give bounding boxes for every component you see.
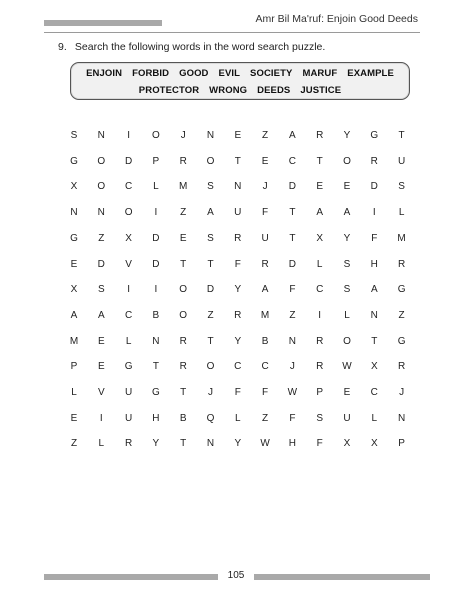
grid-letter[interactable]: Z — [398, 309, 405, 321]
grid-letter[interactable]: L — [316, 258, 323, 270]
grid-letter[interactable]: C — [234, 361, 242, 373]
grid-letter[interactable]: G — [152, 387, 160, 398]
grid-letter[interactable]: E — [261, 155, 269, 167]
grid-letter[interactable]: Y — [234, 438, 242, 450]
grid-letter[interactable]: G — [397, 284, 406, 296]
grid-letter[interactable]: O — [124, 207, 133, 219]
word-item: MARUF — [302, 68, 338, 79]
grid-letter[interactable]: O — [97, 181, 106, 193]
grid-letter[interactable]: U — [124, 412, 133, 424]
grid-letter[interactable]: T — [180, 387, 187, 398]
grid-letter[interactable]: T — [371, 335, 378, 347]
grid-letter[interactable]: F — [234, 258, 241, 270]
grid-letter[interactable]: S — [343, 258, 351, 270]
grid-letter[interactable]: Z — [180, 207, 187, 219]
grid-letter[interactable]: I — [99, 412, 103, 424]
grid-letter[interactable]: R — [397, 361, 406, 373]
grid-letter[interactable]: D — [152, 258, 160, 270]
grid-letter[interactable]: M — [179, 181, 188, 193]
grid-letter[interactable]: S — [70, 130, 78, 141]
grid-letter[interactable]: Z — [289, 309, 296, 321]
grid-letter[interactable]: V — [125, 258, 132, 270]
grid-letter[interactable]: A — [207, 207, 214, 219]
page-footer — [0, 570, 464, 584]
word-item: DEEDS — [257, 85, 291, 96]
word-item: GOOD — [179, 68, 209, 79]
grid-letter[interactable]: I — [154, 207, 158, 219]
grid-letter[interactable]: E — [70, 412, 78, 424]
grid-letter[interactable]: I — [372, 207, 376, 219]
grid-letter[interactable]: L — [98, 438, 105, 450]
word-item: WRONG — [209, 85, 248, 96]
word-item: SOCIETY — [250, 68, 293, 79]
grid-letter[interactable]: T — [207, 335, 214, 347]
grid-letter[interactable]: A — [70, 309, 78, 321]
grid-letter[interactable]: X — [125, 232, 132, 244]
grid-letter[interactable]: E — [70, 258, 78, 270]
grid-letter[interactable]: S — [316, 412, 324, 424]
grid-letter[interactable]: M — [260, 309, 270, 321]
grid-letter[interactable]: R — [179, 361, 187, 373]
grid-letter[interactable]: R — [234, 309, 242, 321]
grid-letter[interactable]: A — [343, 207, 351, 219]
grid-letter[interactable]: Z — [70, 438, 78, 450]
grid-letter[interactable]: H — [288, 438, 296, 450]
grid-letter[interactable]: S — [97, 284, 105, 296]
grid-letter[interactable]: N — [206, 438, 215, 450]
grid-letter[interactable]: M — [69, 335, 79, 347]
grid-letter[interactable]: E — [316, 181, 324, 193]
grid-letter[interactable]: J — [289, 361, 295, 373]
grid-letter[interactable]: G — [70, 232, 78, 244]
word-list-box — [70, 62, 410, 100]
grid-letter[interactable]: U — [124, 387, 133, 398]
grid-letter[interactable]: E — [234, 130, 242, 141]
grid-letter[interactable]: O — [97, 155, 106, 167]
grid-letter[interactable]: B — [179, 412, 187, 424]
header-rule — [44, 32, 420, 33]
grid-letter[interactable]: R — [316, 361, 324, 373]
grid-letter[interactable]: Z — [262, 130, 269, 141]
grid-letter[interactable]: E — [179, 232, 187, 244]
grid-letter[interactable]: J — [399, 387, 405, 398]
grid-letter[interactable]: R — [316, 130, 324, 141]
grid-letter[interactable]: X — [370, 438, 378, 450]
grid-letter[interactable]: R — [234, 232, 242, 244]
word-item: PROTECTOR — [138, 85, 200, 96]
word-item: EVIL — [218, 68, 241, 79]
grid-letter[interactable]: H — [152, 412, 160, 424]
grid-letter[interactable]: E — [343, 181, 351, 193]
grid-letter[interactable]: H — [370, 258, 378, 270]
grid-letter[interactable]: G — [370, 130, 379, 141]
grid-letter[interactable]: U — [234, 207, 242, 219]
grid-letter[interactable]: D — [152, 232, 160, 244]
grid-letter[interactable]: R — [179, 335, 187, 347]
grid-letter[interactable]: C — [288, 155, 296, 167]
word-item: JUSTICE — [300, 85, 342, 96]
grid-letter[interactable]: L — [71, 387, 77, 398]
grid-letter[interactable]: O — [206, 155, 215, 167]
grid-letter[interactable]: P — [152, 155, 160, 167]
grid-letter[interactable]: C — [124, 309, 133, 321]
grid-letter[interactable]: R — [124, 438, 133, 450]
grid-letter[interactable]: P — [316, 387, 324, 398]
grid-letter[interactable]: N — [397, 412, 406, 424]
grid-letter[interactable]: C — [370, 387, 378, 398]
grid-letter[interactable]: X — [370, 361, 378, 373]
word-item: EXAMPLE — [347, 68, 394, 79]
grid-letter[interactable]: N — [234, 181, 242, 193]
question-number: 9. — [58, 41, 67, 53]
page-header — [0, 12, 464, 32]
grid-letter[interactable]: E — [97, 335, 105, 347]
grid-letter[interactable]: A — [261, 284, 269, 296]
grid-letter[interactable]: J — [208, 387, 213, 398]
grid-letter[interactable]: Z — [207, 309, 214, 321]
grid-letter[interactable]: Q — [206, 412, 215, 424]
grid-letter[interactable]: V — [97, 387, 105, 398]
grid-letter[interactable]: F — [262, 207, 269, 219]
grid-letter[interactable]: D — [124, 155, 133, 167]
grid-letter[interactable]: N — [206, 130, 215, 141]
grid-letter[interactable]: P — [398, 438, 405, 450]
word-list-row-2 — [71, 85, 409, 96]
grid-letter[interactable]: L — [125, 335, 132, 347]
grid-letter[interactable]: Z — [262, 412, 269, 424]
grid-letter[interactable]: A — [97, 309, 105, 321]
grid-letter[interactable]: F — [289, 284, 296, 296]
grid-letter[interactable]: U — [343, 412, 351, 424]
grid-letter[interactable]: R — [370, 155, 378, 167]
grid-letter[interactable]: W — [342, 361, 352, 373]
footer-bar-left — [44, 574, 218, 580]
grid-letter[interactable]: N — [97, 207, 105, 219]
header-title: Amr Bil Ma'ruf: Enjoin Good Deeds — [255, 13, 418, 25]
grid-letter[interactable]: O — [343, 335, 351, 347]
grid-letter[interactable]: E — [97, 361, 105, 373]
grid-letter[interactable]: D — [370, 181, 378, 193]
grid-letter[interactable]: J — [180, 130, 186, 141]
grid-letter[interactable]: A — [370, 284, 378, 296]
grid-letter[interactable]: O — [343, 155, 351, 167]
grid-letter[interactable]: S — [207, 181, 214, 193]
grid-letter[interactable]: T — [316, 155, 323, 167]
grid-letter[interactable]: T — [234, 155, 241, 167]
grid-letter[interactable]: W — [287, 387, 298, 398]
grid-letter[interactable]: S — [343, 284, 351, 296]
grid-letter[interactable]: Y — [234, 284, 242, 296]
grid-letter[interactable]: F — [371, 232, 378, 244]
word-list-row-1 — [71, 68, 409, 79]
grid-letter[interactable]: T — [289, 232, 296, 244]
grid-letter[interactable]: T — [180, 258, 187, 270]
grid-letter[interactable]: B — [261, 335, 269, 347]
grid-letter[interactable]: D — [288, 258, 296, 270]
grid-letter[interactable]: N — [288, 335, 296, 347]
grid-letter[interactable]: J — [262, 181, 268, 193]
grid-letter[interactable]: C — [124, 181, 133, 193]
grid-letter[interactable]: U — [397, 155, 406, 167]
grid-letter[interactable]: S — [398, 181, 405, 193]
grid-letter[interactable]: M — [397, 232, 406, 244]
grid-letter[interactable]: Y — [343, 232, 351, 244]
grid-letter[interactable]: Y — [234, 335, 242, 347]
grid-letter[interactable]: X — [70, 181, 78, 193]
grid-letter[interactable]: T — [207, 258, 214, 270]
grid-letter[interactable]: B — [152, 309, 160, 321]
grid-letter[interactable]: N — [97, 130, 105, 141]
grid-letter[interactable]: G — [124, 361, 133, 373]
grid-letter[interactable]: Z — [98, 232, 105, 244]
grid-letter[interactable]: U — [261, 232, 269, 244]
grid-letter[interactable]: G — [397, 335, 406, 347]
grid-letter[interactable]: I — [127, 284, 130, 296]
grid-letter[interactable]: T — [152, 361, 159, 373]
grid-letter[interactable]: F — [316, 438, 323, 450]
grid-letter[interactable]: X — [316, 232, 324, 244]
grid-letter[interactable]: F — [234, 387, 241, 398]
word-item: ENJOIN — [86, 68, 123, 79]
footer-bar-right — [254, 574, 430, 580]
grid-letter[interactable]: Y — [152, 438, 160, 450]
header-bar — [44, 20, 162, 26]
grid-letter[interactable]: O — [152, 130, 160, 141]
grid-letter[interactable]: L — [398, 207, 405, 219]
grid-letter[interactable]: G — [70, 155, 78, 167]
grid-letter[interactable]: R — [179, 155, 187, 167]
grid-letter[interactable]: S — [207, 232, 214, 244]
grid-letter[interactable]: N — [370, 309, 378, 321]
grid-letter[interactable]: N — [152, 335, 160, 347]
grid-letter[interactable]: O — [179, 309, 188, 321]
grid-letter[interactable]: L — [153, 181, 159, 193]
grid-letter[interactable]: X — [343, 438, 351, 450]
grid-letter[interactable]: Y — [343, 130, 351, 141]
grid-letter[interactable]: A — [289, 130, 296, 141]
question — [58, 41, 438, 53]
question-text: Search the following words in the word search puzzle. — [74, 41, 326, 53]
grid-letter[interactable]: F — [289, 412, 296, 424]
grid-letter[interactable]: R — [316, 335, 324, 347]
grid-letter[interactable]: O — [179, 284, 188, 296]
grid-letter[interactable]: R — [397, 258, 406, 270]
grid-letter[interactable]: I — [127, 130, 130, 141]
word-item: FORBID — [132, 68, 170, 79]
grid-letter[interactable]: X — [70, 284, 78, 296]
grid-letter[interactable]: O — [206, 361, 215, 373]
grid-letter[interactable]: D — [206, 284, 215, 296]
grid-letter[interactable]: D — [97, 258, 105, 270]
grid-letter[interactable]: P — [70, 361, 78, 373]
grid-letter[interactable]: W — [260, 438, 270, 450]
grid-letter[interactable]: A — [316, 207, 324, 219]
grid-letter[interactable]: T — [289, 207, 296, 219]
grid-letter[interactable]: C — [316, 284, 324, 296]
page-number: 105 — [227, 570, 245, 581]
grid-letter[interactable]: C — [261, 361, 269, 373]
grid-letter[interactable]: L — [371, 412, 378, 424]
grid-letter[interactable]: D — [288, 181, 296, 193]
grid-letter[interactable]: F — [262, 387, 269, 398]
grid-letter[interactable]: T — [180, 438, 187, 450]
grid-letter[interactable]: N — [70, 207, 78, 219]
grid-letter[interactable]: I — [154, 284, 158, 296]
grid-letter[interactable]: I — [318, 309, 322, 321]
grid-letter[interactable]: R — [261, 258, 269, 270]
grid-letter[interactable]: L — [235, 412, 241, 424]
grid-letter[interactable]: L — [344, 309, 350, 321]
grid-letter[interactable]: T — [398, 130, 405, 141]
grid-letter[interactable]: E — [343, 387, 351, 398]
